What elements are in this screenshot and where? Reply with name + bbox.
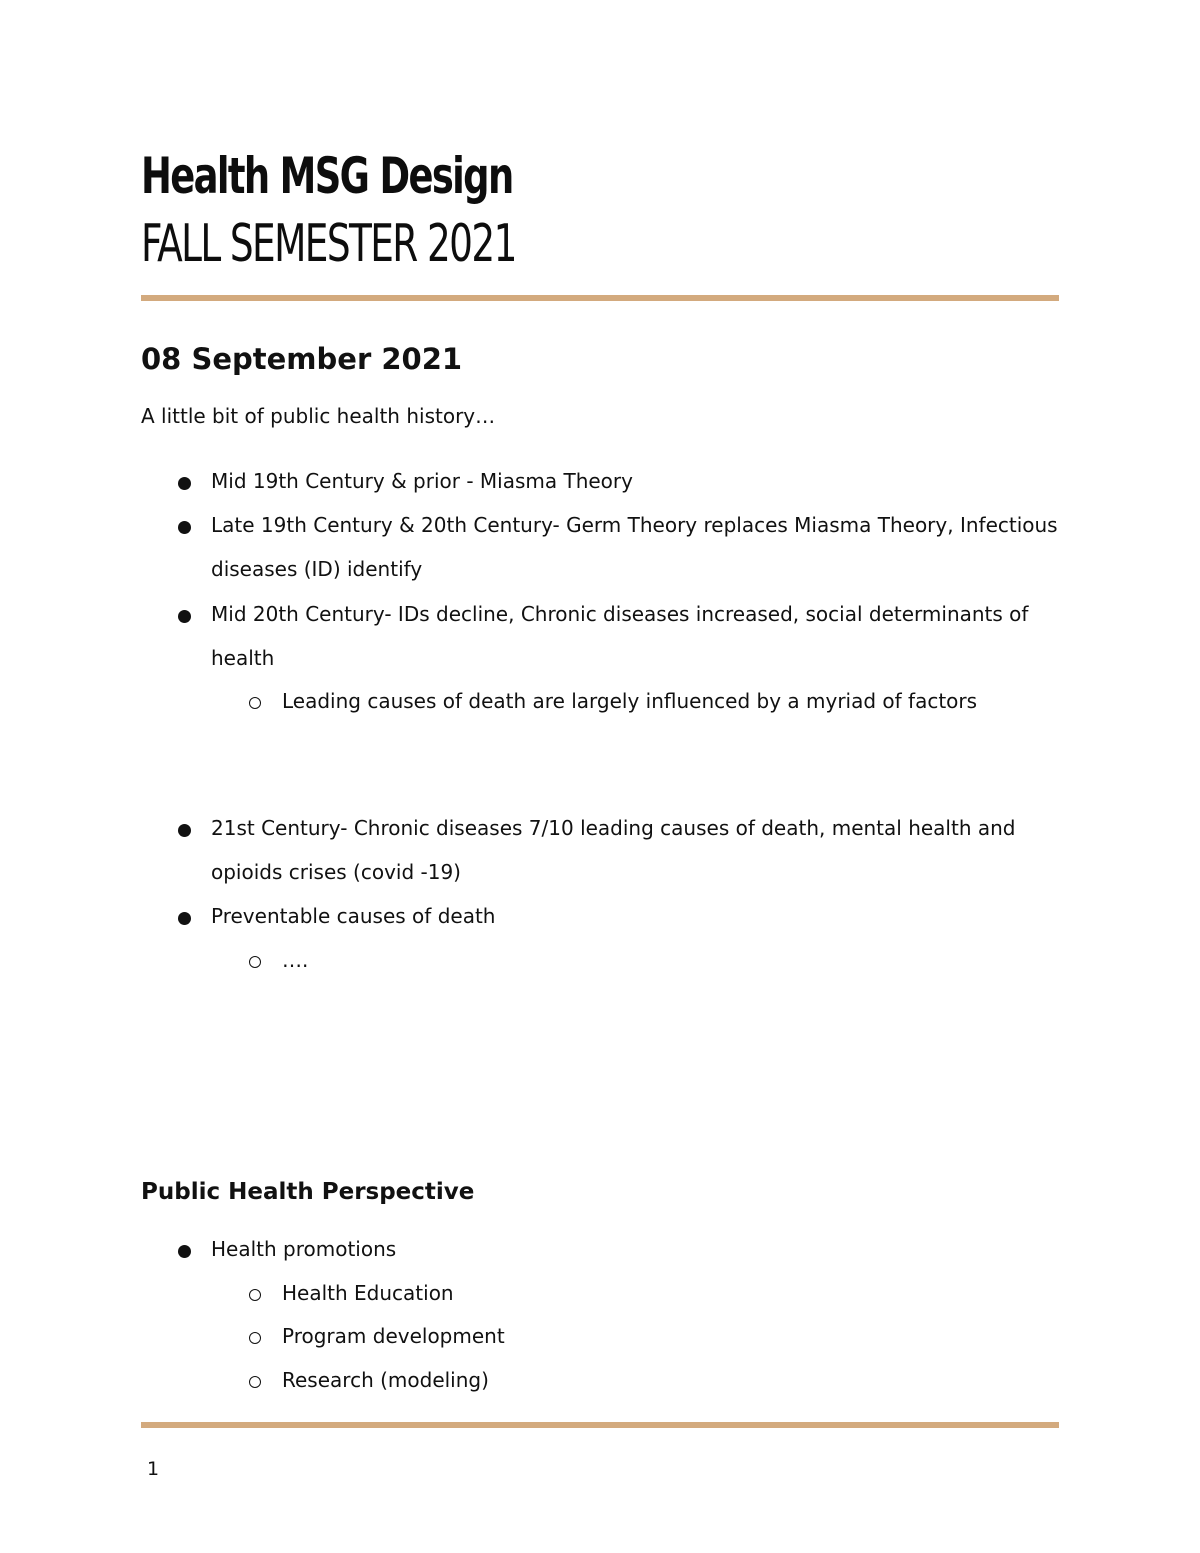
page-number: 1 (147, 1458, 160, 1480)
document-subtitle: FALL SEMESTER 2021 (141, 214, 516, 274)
bullet-circle-icon (249, 697, 261, 709)
intro-paragraph: A little bit of public health history… (141, 404, 496, 428)
list-item: 21st Century- Chronic diseases 7/10 leading causes of death, mental health and opioids crises (covid -19) (211, 816, 1016, 884)
bullet-dot-icon (178, 477, 191, 490)
list-item: Health Education (282, 1281, 454, 1305)
list-item: Health promotions (211, 1237, 397, 1261)
bullet-circle-icon (249, 956, 261, 968)
list-item: Research (modeling) (282, 1368, 489, 1392)
bullet-circle-icon (249, 1289, 261, 1301)
list-item: Program development (282, 1324, 505, 1348)
bullet-circle-icon (249, 1332, 261, 1344)
list-item: Late 19th Century & 20th Century- Germ Theory replaces Miasma Theory, Infectious diseases (ID) identify (211, 513, 1058, 581)
bullet-circle-icon (249, 1376, 261, 1388)
section-heading-date: 08 September 2021 (141, 342, 463, 376)
list-item: Mid 19th Century & prior - Miasma Theory (211, 469, 633, 493)
list-item: Preventable causes of death (211, 904, 496, 928)
list-item: Mid 20th Century- IDs decline, Chronic diseases increased, social determinants of health (211, 602, 1029, 670)
bottom-divider (141, 1422, 1059, 1428)
bullet-dot-icon (178, 824, 191, 837)
bullet-dot-icon (178, 521, 191, 534)
bullet-dot-icon (178, 610, 191, 623)
list-item: Leading causes of death are largely influenced by a myriad of factors (282, 689, 978, 713)
list-item: …. (282, 948, 309, 972)
document-title: Health MSG Design (141, 147, 513, 205)
bullet-dot-icon (178, 912, 191, 925)
bullet-dot-icon (178, 1245, 191, 1258)
top-divider (141, 295, 1059, 301)
section-heading-perspective: Public Health Perspective (141, 1179, 475, 1205)
